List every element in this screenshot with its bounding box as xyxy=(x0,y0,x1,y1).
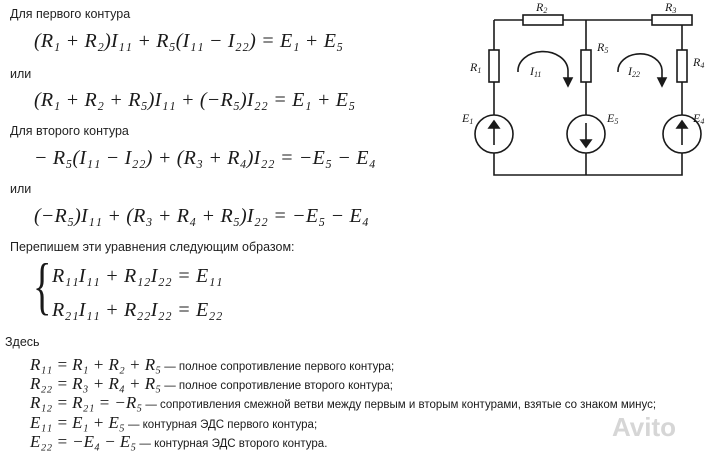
label-r4: R4 xyxy=(693,55,705,70)
definition-text: — полное сопротивление второго контура; xyxy=(161,380,393,392)
label-i22: I22 xyxy=(628,64,640,79)
label-i11: I11 xyxy=(530,64,542,79)
definition-row xyxy=(30,432,327,452)
label-e4: E4 xyxy=(693,111,705,126)
definition-row xyxy=(30,355,394,375)
definition-text: — контурная ЭДС второго контура. xyxy=(136,438,328,450)
label-e1: E1 xyxy=(462,111,474,126)
definition-row xyxy=(30,393,656,413)
label-e5: E5 xyxy=(607,111,619,126)
label-r2: R2 xyxy=(536,0,548,15)
definition-math: E₁₁ = E₁ + E₅ xyxy=(30,413,125,432)
label-r1: R1 xyxy=(470,60,482,75)
resistor-r1 xyxy=(489,50,499,82)
label-r3: R3 xyxy=(665,0,677,15)
rewrite-label: Перепишем эти уравнения следующим образом: xyxy=(10,240,295,254)
system-equation-1: R₁₁I₁₁ + R₁₂I₂₂ = E₁₁ xyxy=(52,265,223,287)
resistor-r2 xyxy=(523,15,563,25)
definition-row xyxy=(30,374,393,394)
resistor-r3 xyxy=(652,15,692,25)
definition-math: E₂₂ = −E₄ − E₅ xyxy=(30,432,137,451)
definition-text: — контурная ЭДС первого контура; xyxy=(124,419,318,431)
definition-row xyxy=(30,413,317,433)
avito-watermark: Avito xyxy=(612,412,677,442)
circuit-diagram xyxy=(456,0,716,190)
or-label-1: или xyxy=(10,67,32,81)
definition-math: R₁₂ = R₂₁ = −R₅ xyxy=(30,393,143,412)
resistor-r4 xyxy=(677,50,687,82)
loop-arrow-i11 xyxy=(518,52,568,82)
first-loop-label: Для первого контура xyxy=(10,7,131,21)
equation-2: (R₁ + R₂ + R₅)I₁₁ + (−R₅)I₂₂ = E₁ + E₅ xyxy=(34,89,356,111)
definition-text: — сопротивления смежной ветви между первым и вторым контурами, взятые со знаком минус; xyxy=(142,399,657,411)
equation-4: (−R₅)I₁₁ + (R₃ + R₄ + R₅)I₂₂ = −E₅ − E₄ xyxy=(34,205,370,227)
system-equation-2: R₂₁I₁₁ + R₂₂I₂₂ = E₂₂ xyxy=(52,299,223,321)
here-label: Здесь xyxy=(5,335,40,349)
definition-text: — полное сопротивление первого контура; xyxy=(161,361,395,373)
definition-math: R₂₂ = R₃ + R₄ + R₅ xyxy=(30,374,162,393)
system-brace: { xyxy=(33,250,52,321)
or-label-2: или xyxy=(10,182,32,196)
equation-3: − R₅(I₁₁ − I₂₂) + (R₃ + R₄)I₂₂ = −E₅ − E₄ xyxy=(34,147,376,169)
equation-1: (R₁ + R₂)I₁₁ + R₅(I₁₁ − I₂₂) = E₁ + E₅ xyxy=(34,30,344,52)
label-r5: R5 xyxy=(597,40,609,55)
second-loop-label: Для второго контура xyxy=(10,124,129,138)
definition-math: R₁₁ = R₁ + R₂ + R₅ xyxy=(30,355,162,374)
resistor-r5 xyxy=(581,50,591,82)
